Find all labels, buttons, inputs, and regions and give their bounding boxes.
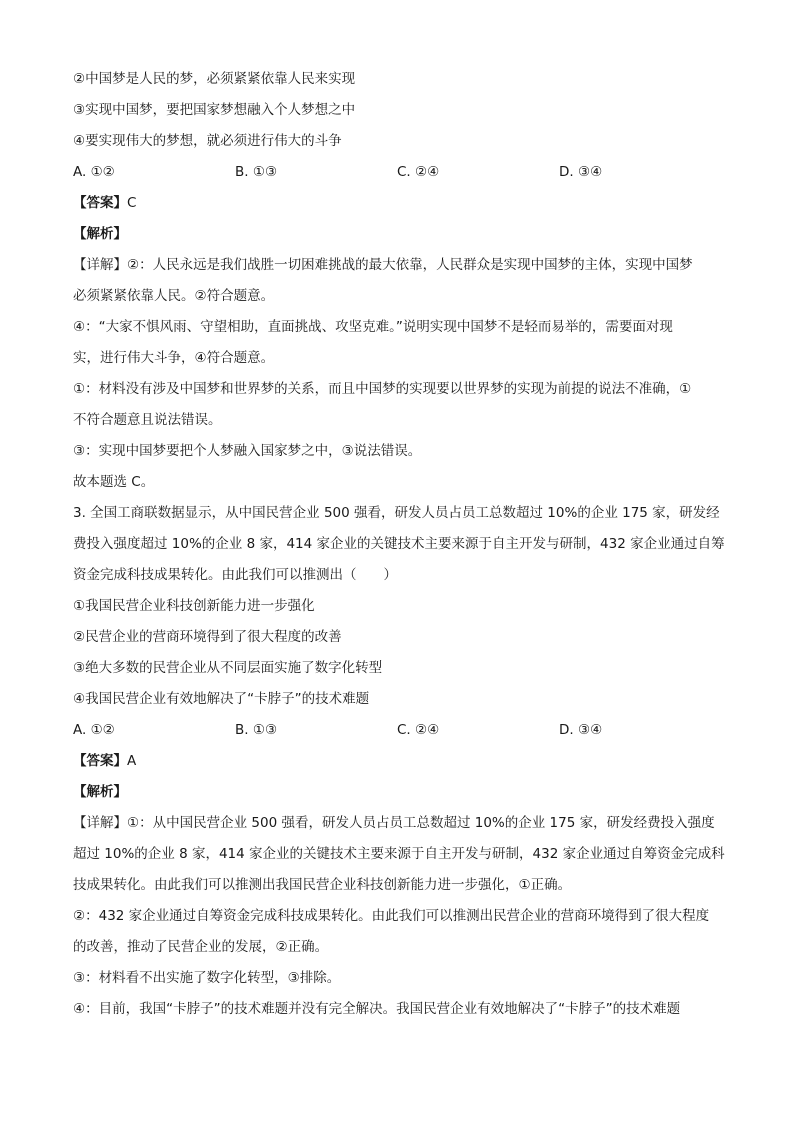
q3-detail-line: 技成果转化。由此我们可以推测出我国民营企业科技创新能力进一步强化，①正确。	[73, 877, 572, 893]
q3-statement: ③绝大多数的民营企业从不同层面实施了数字化转型	[73, 660, 383, 676]
analysis-tag: 【解析】	[73, 784, 127, 800]
q3-stem-line: 费投入强度超过 10%的企业 8 家，414 家企业的关键技术主要来源于自主开发与研制，432 家企业通过自筹	[73, 536, 725, 552]
q2-statement: ④要实现伟大的梦想，就必须进行伟大的斗争	[73, 133, 342, 149]
q2-analysis-tag	[73, 219, 725, 250]
q2-options	[73, 157, 725, 188]
q3-statement: ④我国民营企业有效地解决了“卡脖子”的技术难题	[73, 691, 370, 707]
answer-tag: 【答案】	[73, 753, 127, 769]
q2-detail-line: ①：材料没有涉及中国梦和世界梦的关系，而且中国梦的实现要以世界梦的实现为前提的说法不准确，①	[73, 381, 692, 397]
detail-tag: 【详解】	[73, 257, 127, 273]
q2-conclusion: 故本题选 C。	[73, 474, 155, 490]
q2-detail-line: 实，进行伟大斗争，④符合题意。	[73, 350, 275, 366]
q2-statement: ③实现中国梦，要把国家梦想融入个人梦想之中	[73, 102, 356, 118]
q3-detail-line: 的改善，推动了民营企业的发展，②正确。	[73, 939, 329, 955]
q2-detail-line: 不符合题意且说法错误。	[73, 412, 222, 428]
q3-option-a: A. ①②	[73, 722, 115, 738]
q2-answer: C	[127, 195, 137, 211]
q2-detail-line: ④：“大家不惧风雨、守望相助，直面挑战、攻坚克难。”说明实现中国梦不是轻而易举的，需要面对现	[73, 319, 673, 335]
q2-detail-line: ③：实现中国梦要把个人梦融入国家梦之中，③说法错误。	[73, 443, 422, 459]
q2-option-b: B. ①③	[235, 164, 278, 180]
q3-option-d: D. ③④	[559, 722, 603, 738]
q3-option-b: B. ①③	[235, 722, 278, 738]
q3-answer: A	[127, 753, 137, 769]
q2-statement: ②中国梦是人民的梦，必须紧紧依靠人民来实现	[73, 71, 356, 87]
answer-tag: 【答案】	[73, 195, 127, 211]
q2-option-d: D. ③④	[559, 164, 603, 180]
q3-detail-line	[73, 808, 725, 839]
q3-detail-line: ④：目前，我国“卡脖子”的技术难题并没有完全解决。我国民营企业有效地解决了“卡脖子”的技术难题	[73, 1001, 681, 1017]
q3-statement: ②民营企业的营商环境得到了很大程度的改善	[73, 629, 342, 645]
q3-options	[73, 715, 725, 746]
q3-detail-line: ②：432 家企业通过自筹资金完成科技成果转化。由此我们可以推测出民营企业的营商环境得到了很大程度	[73, 908, 710, 924]
q2-option-c: C. ②④	[397, 164, 440, 180]
q3-option-c: C. ②④	[397, 722, 440, 738]
analysis-tag: 【解析】	[73, 226, 127, 242]
detail-tag: 【详解】	[73, 815, 127, 831]
q2-option-a: A. ①②	[73, 164, 115, 180]
q3-answer-line	[73, 746, 725, 777]
q3-detail-line: ③：材料看不出实施了数字化转型，③排除。	[73, 970, 341, 986]
q2-detail-text: ②：人民永远是我们战胜一切困难挑战的最大依靠，人民群众是实现中国梦的主体，实现中国梦	[127, 257, 693, 273]
q3-detail-text: ①：从中国民营企业 500 强看，研发人员占员工总数超过 10%的企业 175 家，研发经费投入强度	[127, 815, 715, 831]
q3-detail-line: 超过 10%的企业 8 家，414 家企业的关键技术主要来源于自主开发与研制，432 家企业通过自筹资金完成科	[73, 846, 725, 862]
q2-answer-line	[73, 188, 725, 219]
q3-stem-line: 资金完成科技成果转化。由此我们可以推测出（ ）	[73, 567, 397, 583]
q2-detail-line: 必须紧紧依靠人民。②符合题意。	[73, 288, 275, 304]
q3-statement: ①我国民营企业科技创新能力进一步强化	[73, 598, 315, 614]
q3-stem-line: 3. 全国工商联数据显示，从中国民营企业 500 强看，研发人员占员工总数超过 10%的企业 175 家，研发经	[73, 505, 720, 521]
q2-detail-line	[73, 250, 725, 281]
q3-analysis-tag	[73, 777, 725, 808]
document-page	[73, 64, 725, 1025]
